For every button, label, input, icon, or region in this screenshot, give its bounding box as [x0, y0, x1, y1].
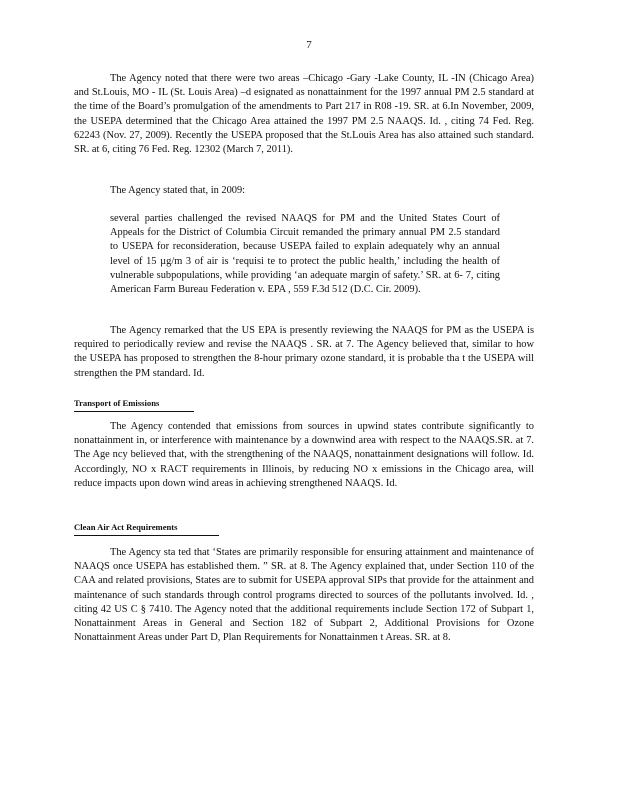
section-heading-transport-text: Transport of Emissions: [74, 396, 194, 412]
section-heading-transport: [74, 396, 194, 412]
section-heading-clean-air-act-text: Clean Air Act Requirements: [74, 520, 219, 536]
paragraph-nonattainment-areas: The Agency noted that there were two areas –Chicago -Gary -Lake County, IL -IN (Chicago Area) and St.Louis, MO - IL (St. Louis Area) –d esignated as nonattainment for the 1997 annual PM 2.5 standard at the time of the Board’s promulgation of the amendments to Part 217 in R08 -19. SR. at 6.In November, 2009, the USEPA determined that the Chicago Area attained the 1997 PM 2.5 NAAQS. Id. , citing 74 Fed. Reg. 62243 (Nov. 27, 2009). Recently the USEPA proposed that the St.Louis Area has also attained such standard. SR. at 6, citing 76 Fed. Reg. 12302 (March 7, 2011).: [74, 73, 534, 156]
block-quote-court-remand: several parties challenged the revised NAAQS for PM and the United States Court of Appeals for the District of Columbia Circuit remanded the primary annual PM 2.5 standard to USEPA for reconsideration, because USEPA failed to explain adequately why an annual level of 15 µg/m 3 of air is ‘requisi te to protect the public health,’ including the health of vulnerable subpopulations, while providing ‘an adequate margin of safety.’ SR. at 6- 7, citing American Farm Bureau Federation v. EPA , 559 F.3d 512 (D.C. Cir. 2009).: [110, 213, 500, 296]
paragraph-state-responsibilities: The Agency sta ted that ‘States are primarily responsible for ensuring attainment and maintenance of NAAQS once USEPA has established them. ” SR. at 8. The Agency explained that, under Section 110 of the CAA and related provisions, States are to submit for USEPA approval SIPs that provide for the attainment and maintenance of such standards through control programs directed to sources of the pollutants involved. Id. , citing 42 US C § 7410. The Agency noted that the additional requirements include Section 172 of Subpart 1, Nonattainment Areas in General and Section 182 of Subpart 2, Additional Provisions for Ozone Nonattainment Areas under Part D, Plan Requirements for Nonattainmen t Areas. SR. at 8.: [74, 547, 534, 644]
paragraph-upwind-emissions: The Agency contended that emissions from sources in upwind states contribute significantly to nonattainment in, or interference with maintenance by a downwind area with respect to the NAAQS.SR. at 7. The Age ncy believed that, with the strengthening of the NAAQS, nonattainment designations will follow. Id. Accordingly, NO x RACT requirements in Illinois, by reducing NO x emissions in the Chicago area, will reduce impacts upon down wind areas in achieving strengthened NAAQS. Id.: [74, 421, 534, 489]
paragraph-agency-stated-2009: The Agency stated that, in 2009:: [110, 185, 246, 196]
page-number: 7: [306, 39, 312, 51]
paragraph-usepa-reviewing-naaqs: The Agency remarked that the US EPA is presently reviewing the NAAQS for PM as the USEPA is required to periodically review and revise the NAAQS . SR. at 7. The Agency believed that, similar to how the USEPA has proposed to strengthen the 8-hour primary ozone standard, it is probable tha t the USEPA will strengthen the PM standard. Id.: [74, 325, 534, 379]
section-heading-clean-air-act: [74, 520, 219, 536]
